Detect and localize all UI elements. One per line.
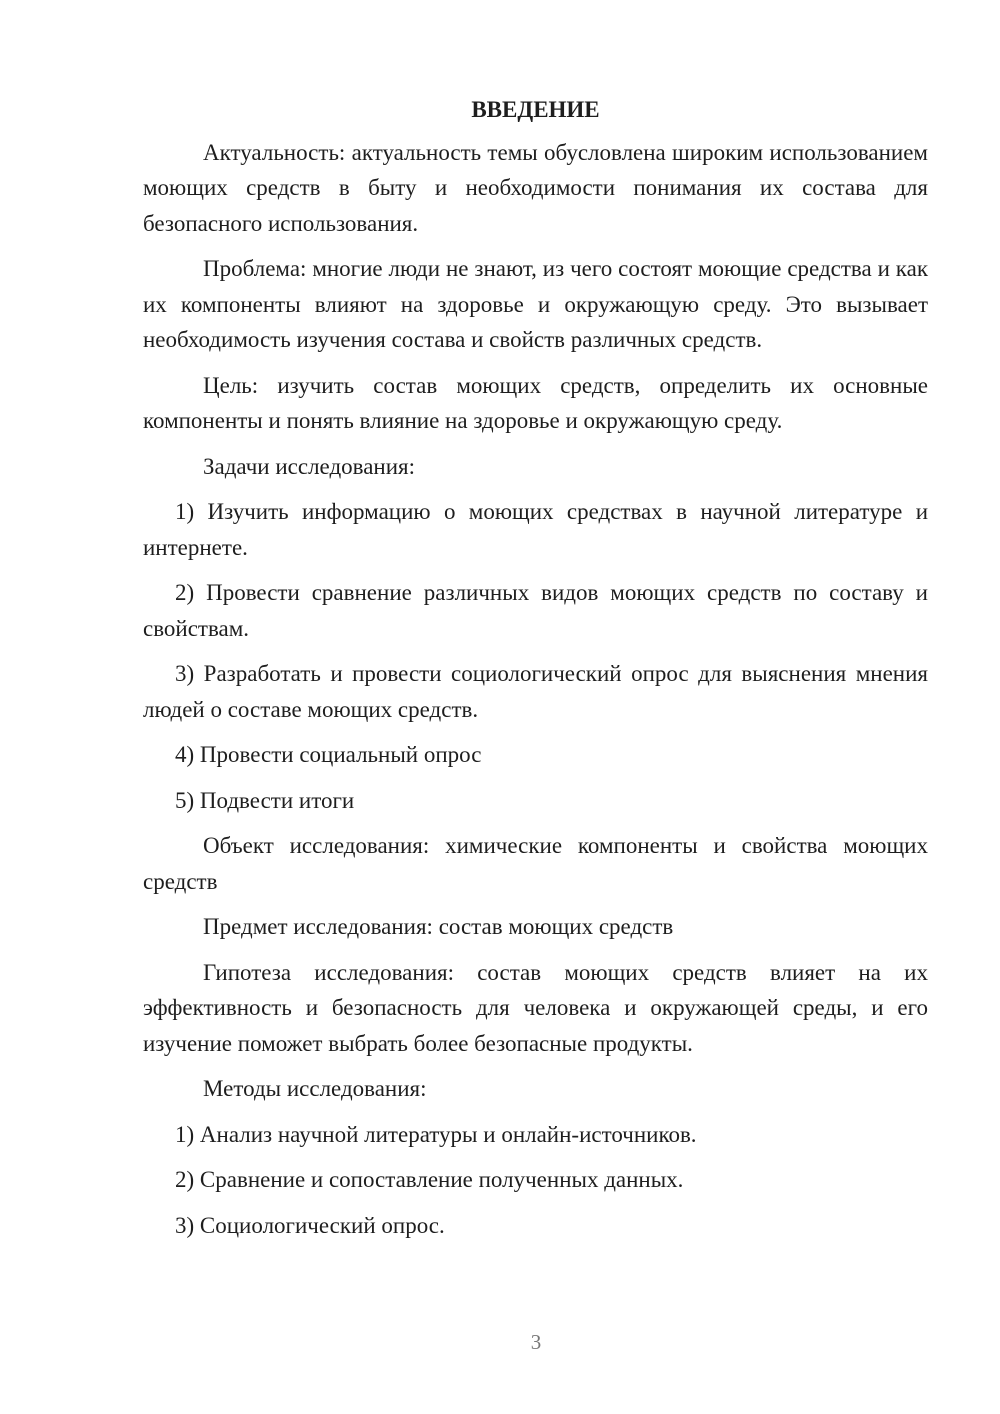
paragraph-relevance: Актуальность: актуальность темы обусловлена широким использованием моющих средств в быту и необходимости понимания их состава для безопасного использования. (143, 139, 928, 236)
section-heading: ВВЕДЕНИЕ (471, 97, 600, 122)
method-item-3: 3) Социологический опрос. (175, 1212, 445, 1238)
paragraph-object: Объект исследования: химические компоненты и свойства моющих средств (143, 833, 928, 894)
paragraph-subject: Предмет исследования: состав моющих средств (203, 914, 674, 939)
paragraph-methods-title: Методы исследования: (203, 1076, 427, 1101)
paragraph-goal: Цель: изучить состав моющих средств, определить их основные компоненты и понять влияние на здоровье и окружающую среду. (143, 372, 928, 433)
page-number: 3 (530, 1330, 542, 1354)
method-item-2: 2) Сравнение и сопоставление полученных данных. (175, 1167, 684, 1192)
task-item-3: 3) Разработать и провести социологический опрос для выяснения мнения людей о составе моющих средств. (143, 661, 928, 722)
task-item-1: 1) Изучить информацию о моющих средствах в научной литературе и интернете. (143, 499, 928, 560)
paragraph-tasks-title: Задачи исследования: (203, 453, 416, 479)
task-item-2: 2) Провести сравнение различных видов моющих средств по составу и свойствам. (143, 580, 928, 641)
document-body (143, 92, 928, 1253)
paragraph-hypothesis: Гипотеза исследования: состав моющих средств влияет на их эффективность и безопасность для человека и окружающей среды, и его изучение поможет выбрать более безопасные продукты. (143, 959, 928, 1056)
task-item-5: 5) Подвести итоги (175, 787, 355, 813)
task-item-4: 4) Провести социальный опрос (175, 742, 482, 767)
paragraph-problem: Проблема: многие люди не знают, из чего состоят моющие средства и как их компоненты влияют на здоровье и окружающую среду. Это вызывает необходимость изучения состава и свойств различных средств. (143, 256, 928, 352)
method-item-1: 1) Анализ научной литературы и онлайн-источников. (175, 1121, 697, 1147)
